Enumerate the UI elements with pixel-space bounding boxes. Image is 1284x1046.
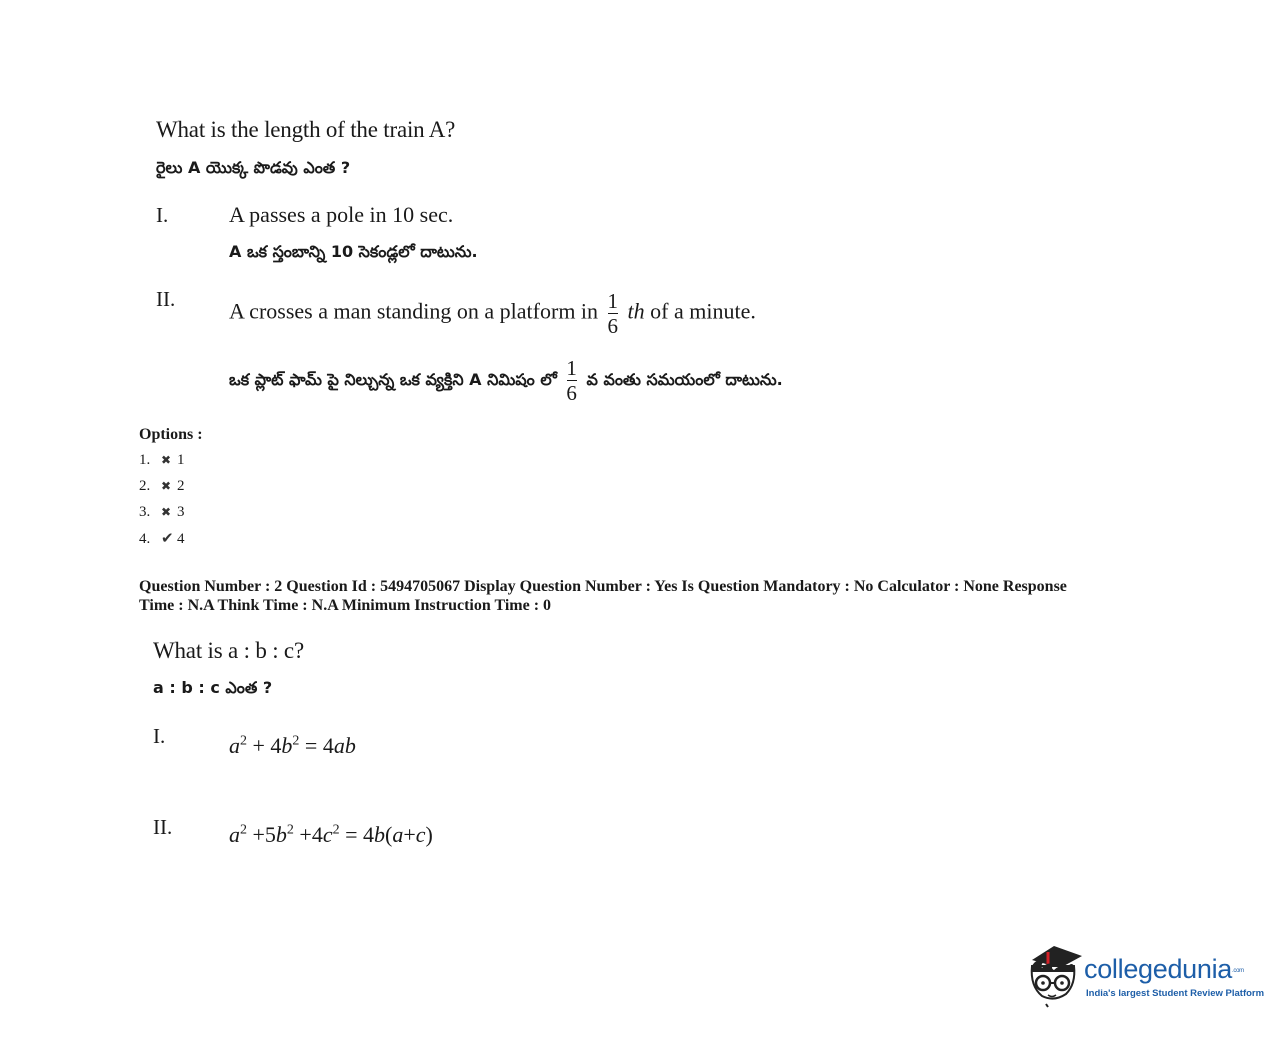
question-meta <box>139 577 1169 615</box>
eq-term: ( <box>385 822 393 847</box>
option-number: 3. <box>139 504 151 520</box>
eq-term: c <box>415 822 426 847</box>
q2-equation-1 <box>229 733 356 759</box>
question-1-text-en: What is the length of the train A? <box>156 117 456 142</box>
option-3 <box>139 499 185 525</box>
eq-term: +5 <box>247 822 276 847</box>
collegedunia-logo <box>1024 938 1265 1008</box>
brand-name <box>1084 954 1244 985</box>
brand-tagline: India's largest Student Review Platform <box>1086 988 1265 999</box>
fraction-denominator: 6 <box>607 314 619 338</box>
q2-equation-2 <box>229 822 433 848</box>
eq-term: b <box>281 733 293 758</box>
mascot-icon <box>1024 938 1084 1008</box>
eq-term: ab <box>333 733 356 758</box>
eq-term: b <box>275 822 287 847</box>
statement-2-te-after: వ వంతు సమయంలో దాటును. <box>586 370 783 389</box>
statement-2-text-before: A crosses a man standing on a platform in <box>229 298 599 324</box>
statement-1-text-te: A ఒక స్తంబాన్ని 10 సెకండ్లలో దాటును. <box>229 242 478 261</box>
fraction-numerator: 1 <box>607 289 619 313</box>
check-icon: ✔ <box>161 529 174 547</box>
eq-exponent: 2 <box>332 822 340 838</box>
fraction-numerator-te: 1 <box>566 356 577 380</box>
fraction-denominator-te: 6 <box>566 381 577 405</box>
eq-term: ) <box>425 822 433 847</box>
options-list <box>139 447 185 551</box>
question-2-text-te: a : b : c ఎంత ? <box>153 678 273 697</box>
statement-1-label: I. <box>156 203 169 227</box>
eq-term: a <box>229 733 240 758</box>
option-number: 1. <box>139 452 151 468</box>
eq-term: a <box>392 822 404 847</box>
statement-1-text-en: A passes a pole in 10 sec. <box>229 202 454 227</box>
eq-term: +4 <box>293 822 323 847</box>
cross-icon: ✖ <box>161 479 172 493</box>
statement-2-text-te <box>229 357 783 404</box>
statement-2-label: II. <box>156 287 176 311</box>
option-value: 2 <box>177 478 185 494</box>
question-meta-line-2: Time : N.A Think Time : N.A Minimum Instruction Time : 0 <box>139 597 552 614</box>
brand-dotcom: .com <box>1232 967 1244 974</box>
option-1 <box>139 447 185 473</box>
eq-term: = 4 <box>339 822 375 847</box>
eq-term: + <box>403 822 416 847</box>
fraction-one-sixth-te <box>566 357 577 404</box>
option-2 <box>139 473 185 499</box>
statement-2-te-before: ఒక ప్లాట్ ఫామ్ పై నిల్చున్న ఒక వ్యక్తిని A నిమిషం లో <box>229 370 557 389</box>
eq-term: + 4 <box>247 733 282 758</box>
option-4 <box>139 525 185 551</box>
cross-icon: ✖ <box>161 453 172 467</box>
question-1-text-te: రైలు A యొక్క పొడవు ఎంత ? <box>156 158 351 177</box>
option-value: 4 <box>177 531 185 547</box>
question-meta-line-1: Question Number : 2 Question Id : 5494705067 Display Question Number : Yes Is Question Mandatory : No Calculator : None Response <box>139 578 1067 595</box>
eq-term: a <box>229 822 240 847</box>
option-number: 2. <box>139 478 151 494</box>
statement-2-text-after: of a minute. <box>650 298 756 324</box>
option-value: 1 <box>177 452 185 468</box>
q2-statement-1-label: I. <box>153 724 166 748</box>
eq-exponent: 2 <box>286 822 294 838</box>
eq-term: b <box>374 822 386 847</box>
eq-term: c <box>322 822 333 847</box>
options-title: Options : <box>139 426 203 443</box>
question-2-text-en: What is a : b : c? <box>153 638 304 663</box>
q2-statement-2-label: II. <box>153 815 173 839</box>
brand-text: collegedunia <box>1084 954 1233 984</box>
eq-exponent: 2 <box>292 733 300 749</box>
statement-2-italic-th: th <box>627 298 645 324</box>
eq-exponent: 2 <box>240 822 247 838</box>
statement-2-text-en <box>229 290 756 337</box>
option-value: 3 <box>177 504 185 520</box>
eq-term: = 4 <box>299 733 334 758</box>
option-number: 4. <box>139 531 151 547</box>
cross-icon: ✖ <box>161 505 172 519</box>
fraction-one-sixth <box>608 290 619 337</box>
eq-exponent: 2 <box>240 733 247 749</box>
